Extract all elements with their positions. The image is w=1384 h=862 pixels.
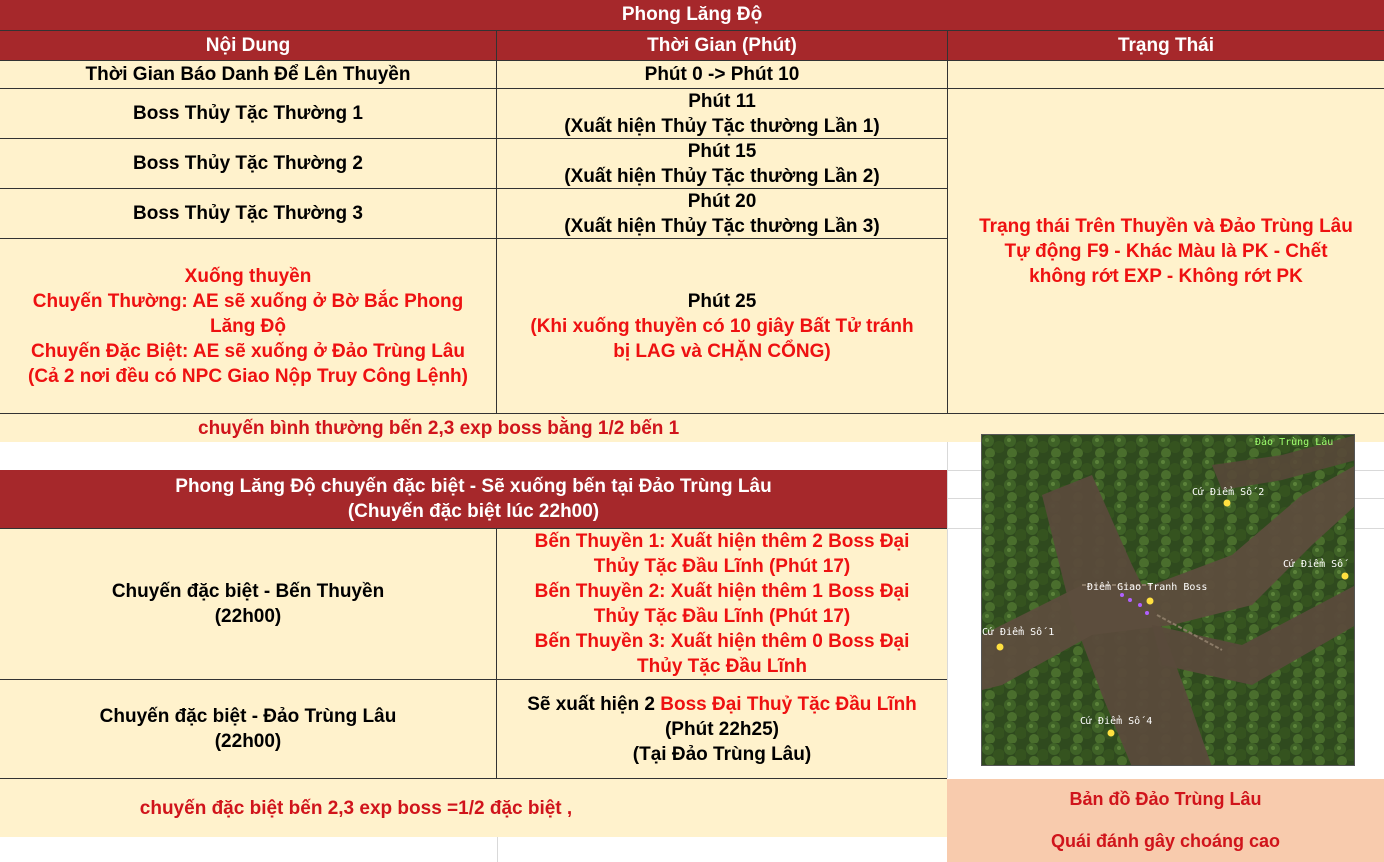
cell-text: Xuống thuyền [184,265,312,287]
cell-text: Thủy Tặc Đầu Lĩnh (Phút 17) [593,606,851,627]
cell-text: Boss Thủy Tặc Thường 1 [133,103,363,124]
cell-text: (Phút 22h25) [664,718,780,740]
map-label: Cứ Điểm Số [1283,559,1344,570]
cell-text: (Xuất hiện Thủy Tặc thường Lần 3) [564,215,880,237]
cell-text [527,692,917,717]
map-svg [982,435,1355,766]
header-content-text: Nội Dung [205,34,291,56]
cell-text: Chuyến Đặc Biệt: AE sẽ xuống ở Đảo Trùng Lâu [30,340,466,362]
table-row-content [0,139,497,189]
gridline [497,837,498,862]
table-row-content [0,529,497,680]
cell-text: Chuyến đặc biệt - Đảo Trùng Lâu [99,706,397,727]
cell-text: Boss Thủy Tặc Thường 2 [133,153,363,174]
status-cell [948,89,1384,414]
marker-icon [1108,730,1115,737]
cell-text: Phút 20 [687,190,757,212]
cell-text: (Cả 2 nơi đều có NPC Giao Nộp Truy Công Lệnh) [28,365,468,387]
marker-icon [997,644,1004,651]
status-text: Trạng thái Trên Thuyền và Đảo Trùng Lâu [979,215,1353,237]
header-status-text: Trạng Thái [1117,34,1215,56]
time-prefix: Sẽ xuất hiện 2 [527,693,661,715]
time-red: Boss Đại Thuỷ Tặc Đầu Lĩnh [660,693,917,715]
cell-text: Thời Gian Báo Danh Để Lên Thuyền [85,64,411,85]
table-row-content [0,60,497,89]
cell-text: Phút 11 [688,90,756,112]
cell-text: Lăng Độ [210,315,286,337]
header-time-text: Thời Gian (Phút) [647,34,797,56]
map-label: Điểm Giao Tranh Boss [1087,582,1208,593]
cell-text: (22h00) [214,731,282,752]
map-label: Cứ Điểm Số 2 [1192,487,1265,498]
cell-text: (Xuất hiện Thủy Tặc thường Lần 1) [564,115,880,137]
note-text: chuyến bình thường bến 2,3 exp boss bằng 1/2 bến 1 [198,417,680,439]
table-row-time [497,239,948,414]
table-row-time [497,60,948,89]
note-text: chuyến đặc biệt bến 2,3 exp boss =1/2 đặc biệt , [139,797,573,819]
cell-text: Phút 25 [687,290,757,312]
map-label: Cứ Điểm Số 4 [1080,716,1153,727]
cell-text: Chuyến Thường: AE sẽ xuống ở Bờ Bắc Phong [32,290,464,312]
table1-title [0,0,1384,31]
cell-text: Thủy Tặc Đầu Lĩnh (Phút 17) [593,556,851,577]
table2-title [0,470,947,529]
table-row-content [0,89,497,139]
header-time [497,31,948,60]
cell-text: Bến Thuyền 2: Xuất hiện thêm 1 Boss Đại [534,581,910,602]
cell-text: Bến Thuyền 1: Xuất hiện thêm 2 Boss Đại [534,531,910,552]
table-row-time [497,89,948,139]
gridline [947,442,948,778]
cell-text: Boss Thủy Tặc Thường 3 [133,203,363,224]
cell-text: (22h00) [214,606,282,627]
cell-text: (Tại Đảo Trùng Lâu) [632,743,812,765]
cell-text: (Khi xuống thuyền có 10 giây Bất Tử tránh [530,315,914,337]
marker-icon [1342,573,1349,580]
table-row-content [0,680,497,779]
marker-icon [1147,598,1154,605]
header-content [0,31,497,60]
cell-text: Chuyến đặc biệt - Bến Thuyền [111,581,385,602]
status-text: không rớt EXP - Không rớt PK [1029,265,1303,287]
table2-note [0,779,947,837]
map-note [947,779,1384,862]
table-row-content [0,239,497,414]
header-status [948,31,1384,60]
map-label: Cứ Điểm Số 1 [982,627,1055,638]
table-row-content [0,189,497,239]
map-note-line: Quái đánh gây choáng cao [1050,830,1281,851]
cell-text: Phút 15 [687,140,757,162]
table2-title-line: (Chuyến đặc biệt lúc 22h00) [347,501,600,522]
map-title: Đảo Trùng Lâu [1255,437,1334,448]
table-row-time [497,529,947,680]
cell-text: Phút 0 -> Phút 10 [644,64,800,85]
table2-title-line: Phong Lăng Độ chuyến đặc biệt - Sẽ xuống bến tại Đảo Trùng Lâu [175,476,772,497]
cell-text: (Xuất hiện Thủy Tặc thường Lần 2) [564,165,880,187]
cell-text: bị LAG và CHẶN CỔNG) [613,340,831,362]
status-text: Tự động F9 - Khác Màu là PK - Chết [1004,240,1328,262]
table-row-time [497,189,948,239]
marker-icon [1224,500,1231,507]
table-row-time [497,139,948,189]
map-note-line: Bản đồ Đảo Trùng Lâu [1069,789,1262,810]
map-image [981,434,1355,766]
cell-text: Thủy Tặc Đầu Lĩnh [637,656,807,677]
table1-title-text: Phong Lăng Độ [621,4,763,25]
table-row-time [497,680,947,779]
cell-text: Bến Thuyền 3: Xuất hiện thêm 0 Boss Đại [534,631,910,652]
table-row-status-empty [948,60,1384,89]
